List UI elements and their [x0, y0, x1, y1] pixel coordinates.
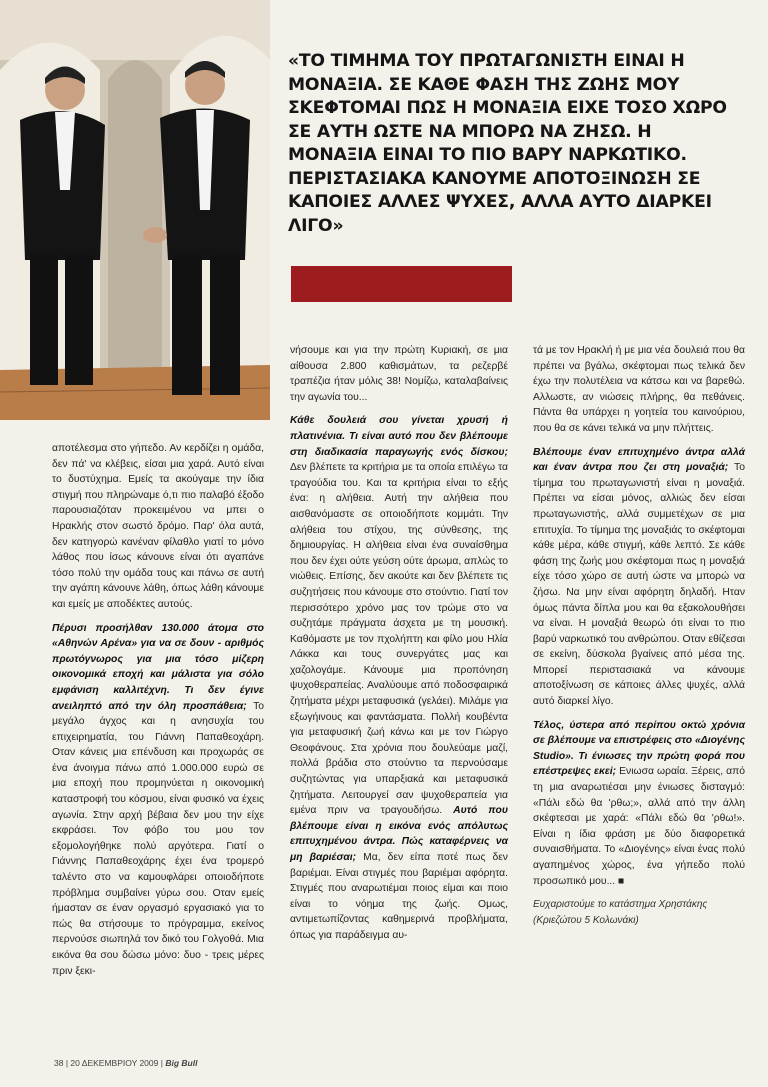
paragraph: τά με τον Ηρακλή ή με μια νέα δουλειά που θα πρέπει να βγάλω, σκέφτομαι πως τελικά δεν έχω την πολυτέλεια να κάτσω και να βαρεθώ. Αλλωστε, αν νιώσεις πλήρης, θα πεθάνεις. Πάντα θα υπάρχει η γοητεία του καινούριου, που θα σε κάνει τελικά να μην πλήττεις.: [533, 345, 745, 434]
article-column-2: [290, 343, 508, 952]
question: Κάθε δουλειά σου γίνεται χρυσή ή πλατινένια. Τι είναι αυτό που δεν βλέπουμε στη διαδικασία παραγωγής ενός δίσκου;: [290, 415, 508, 458]
article-column-3: [533, 343, 745, 928]
paragraph: αποτέλεσμα στο γήπεδο. Αν κερδίζει η ομάδα, δεν πά' να κλέβεις, είσαι μια χαρά. Αυτό είναι το δυστύχημα. Εμείς τα ακούγαμε την ίδια στιγμή που πληρώναμε ό,τι πιο παλαβό έξοδο παρουσιαζόταν προκειμένου να μπει ο Ηρακλής στον σωστό δρόμο. Παρ' όλα αυτά, δεν κατηγορώ κανέναν φίλαθλο γιατί το μόνο λάθος που ίσως κάνουνε είναι ότι αγαπάνε τόσο πολύ την ομάδα τους και πάνω σε αυτή την αγάπη κάνουνε λάθη, όπως λάθη κάνουμε και εμείς με αποδέκτες αυτούς.: [52, 443, 264, 610]
photo-credit: Ευχαριστούμε το κατάστημα Χρηστάκης (Κριεζώτου 5 Κολωνάκι): [533, 899, 708, 926]
footer-sep: |: [65, 1058, 71, 1068]
qa-paragraph: [290, 413, 508, 943]
article-column-1: [52, 441, 264, 987]
magazine-name: Big Bull: [165, 1058, 198, 1068]
qa-paragraph: [533, 718, 745, 890]
red-accent-bar: [291, 266, 512, 302]
question: Πέρυσι προσήλθαν 130.000 άτομα στο «Αθηνών Αρένα» για να σε δουν - αριθμός πρωτόγνωρος για μια τόσο μίζερη οικονομικά εποχή και μάλιστα για σόλο εμφάνιση καλλιτέχνη. Τι δεν έγινε ανειληπτό από την όλη προσπάθεια;: [52, 622, 264, 712]
page-number: 38: [54, 1058, 64, 1068]
question: Βλέπουμε έναν επιτυχημένο άντρα αλλά και έναν άντρα που ζει στη μοναξιά;: [533, 446, 745, 474]
answer: Ενιωσα ωραία. Ξέρεις, από τη μια αναρωτιέσαι μην ένιωσες δισταγμό: «Πάλι εδώ θα 'ρθω;», αλλά από την άλλη σκέφτεσαι με χαρά: «Πάλι εδώ θα 'ρθω!». Είναι η ίδια φράση με δύο διαφορετικά συναισθήματα. Το «Διογένης» είναι ένας πολύ αγαπημένος χώρος, ένα γήπεδο πολύ προσωπικό μου... ■: [533, 766, 745, 887]
question: Τέλος, ύστερα από περίπου οκτώ χρόνια σε βλέπουμε να επιστρέφεις στο «Διογένης Studio». Τι ένιωσες την πρώτη φορά που επέστρεψες εκεί;: [533, 719, 745, 778]
pull-quote: «ΤΟ ΤΙΜΗΜΑ ΤΟΥ ΠΡΩΤΑΓΩΝΙΣΤΗ ΕΙΝΑΙ Η ΜΟΝΑΞΙΑ. ΣΕ ΚΑΘΕ ΦΑΣΗ ΤΗΣ ΖΩΗΣ ΜΟΥ ΣΚΕΦΤΟΜΑΙ ΠΩΣ Η ΜΟΝΑΞΙΑ ΕΙΧΕ ΤΟΣΟ ΧΩΡΟ ΣΕ ΑΥΤΗ ΩΣΤΕ ΝΑ ΜΠΟΡΩ ΝΑ ΖΗΣΩ. Η ΜΟΝΑΞΙΑ ΕΙΝΑΙ ΤΟ ΠΙΟ ΒΑΡΥ ΝΑΡΚΩΤΙΚΟ. ΠΕΡΙΣΤΑΣΙΑΚΑ ΚΑΝΟΥΜΕ ΑΠΟΤΟΞΙΝΩΣΗ ΣΕ ΚΑΠΟΙΕΣ ΑΛΛΕΣ ΨΥΧΕΣ, ΑΛΛΑ ΑΥΤΟ ΔΙΑΡΚΕΙ ΛΙΓΟ»: [288, 51, 727, 236]
question: Αυτό που βλέπουμε είναι η εικόνα ενός απόλυτως επιτυχημένου άντρα. Πώς καταφέρνεις να μη βαριέσαι;: [290, 805, 508, 863]
page-footer: [54, 1058, 197, 1068]
answer: Το τίμημα του πρωταγωνιστή είναι η μοναξιά. Πρέπει να είσαι μόνος, αλλιώς δεν είσαι πρωταγωνιστής, αλλά συμμετέχων σε μια επιτυχία. Το τίμημα της μοναξιάς το σκέφτομαι κάθε μέρα, κάθε στιγμή, κάθε λεπτό. Σε κάθε φάση της ζωής μου σκέφτομαι πως η μοναξιά είχε τόσο χώρο σε αυτή ώστε να μπορώ να ζήσω. Να μην είναι αφόρητη δηλαδή. Ηταν όμως πάντα δίπλα μου και θα εξακολουθήσει να είναι. Η μοναξιά θεωρώ ότι είναι το πιο βαρύ ναρκωτικό του ανθρώπου. Οταν εθίζεσαι σε εκείνη, δύσκολα βγαίνεις από μέσα της. Μπορεί περιστασιακά να κάνουμε αποτοξίνωση σε κάποιες άλλες ψυχές, αλλά αυτό διαρκεί λίγο.: [533, 462, 746, 708]
answer: Μα, δεν είπα ποτέ πως δεν βαριέμαι. Είναι στιγμές που βαριέμαι αφόρητα. Στιγμές που αναρωτιέμαι ποιος είμαι και ποιο είναι το νόημα της ζωής. Ομως, αντιμετωπίζοντας καθημερινά προβλήματα, όπως για παράδειγμα αυ-: [290, 852, 508, 941]
answer: Το μεγάλο άγχος και η ανησυχία του επιχειρηματία, του Γιάννη Παπαθεοχάρη. Οταν κάνεις μια επένδυση και προχωράς σε ένα άνοιγμα πάνω από 1.000.000 ευρώ σε μια εποχή που προμηνύεται η οικονομική καταστροφή του κόσμου, είναι φυσικό να έχεις αγωνία. Στην αρχή βέβαια δεν μου την είχε εκφράσει. Τον φόβο του μου τον εξομολογήθηκε πολύ αργότερα. Γιατί ο Γιάννης Παπαθεοχάρης έχει ένα τρομερό ταλέντο στο να καμουφλάρει οποιοδήποτε πρόβλημα συμβαίνει γύρω σου. Οταν εμείς ήμασταν σε έναν οργασμό εργασιακό για το πώς θα στήσουμε το πρόγραμμα, εκείνος περνούσε σιωπηλά τον δικό του Γολγοθά. Μια εικόνα θα σου δώσω μόνο: δυο - τρεις μέρες πριν ξεκι-: [52, 700, 265, 977]
photo-illustration: [0, 0, 270, 420]
answer: Δεν βλέπετε τα κριτήρια με τα οποία επιλέγω τα τραγούδια του. Και τα κριτήρια είναι το εξής ένα: η αλήθεια. Αυτή την αλήθεια που αισθανόμαστε σε οποιοδήποτε κομμάτι. Την αλήθεια του στίχου, της σύνθεσης, της δημιουργίας. Η αλήθεια είναι ένα συναίσθημα που δεν έχει ούτε γεύση ούτε άρωμα, απλώς το νιώθεις. Επίσης, δεν ακούτε και δεν βλέπετε τις συζητήσεις που κάνουμε στο στούντιο. Γιατί τον περισσότερο χρόνο μας τον τρώμε στο να συζητάμε πράγματα άσχετα με τη μουσική. Καθόμαστε με τον πχολήπτη και φίλο μου Ηλία Λάκκα και τους συνεργάτες μας και χαζολογάμε. Κάνουμε μια προπόνηση ψυχοθεραπείας. Αναλύουμε από ποδοσφαιρικά ζητήματα μέχρι μεταφυσικά (γελάει). Μιλάμε για εξωγήινους και φαντάσματα. Πολλή κουβέντα για μεταφυσική ζωή κάνω και με τον Γιώργο Θεοφάνους. Στα χρόνια που δουλεύαμε μαζί, πολλά βράδια στο στούντιο τα περνούσαμε συζητώντας για υπαρξιακά και μεταφυσικά ζητήματα. Λειτουργεί σαν ψυχοθεραπεία για εμένα πριν να τραγουδήσω.: [290, 462, 508, 817]
photo-two-men-in-tuxedos: [0, 0, 270, 420]
qa-paragraph: [533, 445, 745, 710]
qa-paragraph: [52, 621, 264, 980]
footer-sep: |: [160, 1058, 166, 1068]
paragraph: νήσουμε και για την πρώτη Κυριακή, σε μια αίθουσα 2.800 καθισμάτων, τα ρεζερβέ τραπέζια ήταν μόλις 38! Νομίζω, καταλαβαίνεις την αγωνία του...: [290, 345, 508, 403]
issue-date: 20 ΔΕΚΕΜΒΡΙΟΥ 2009: [70, 1058, 159, 1068]
